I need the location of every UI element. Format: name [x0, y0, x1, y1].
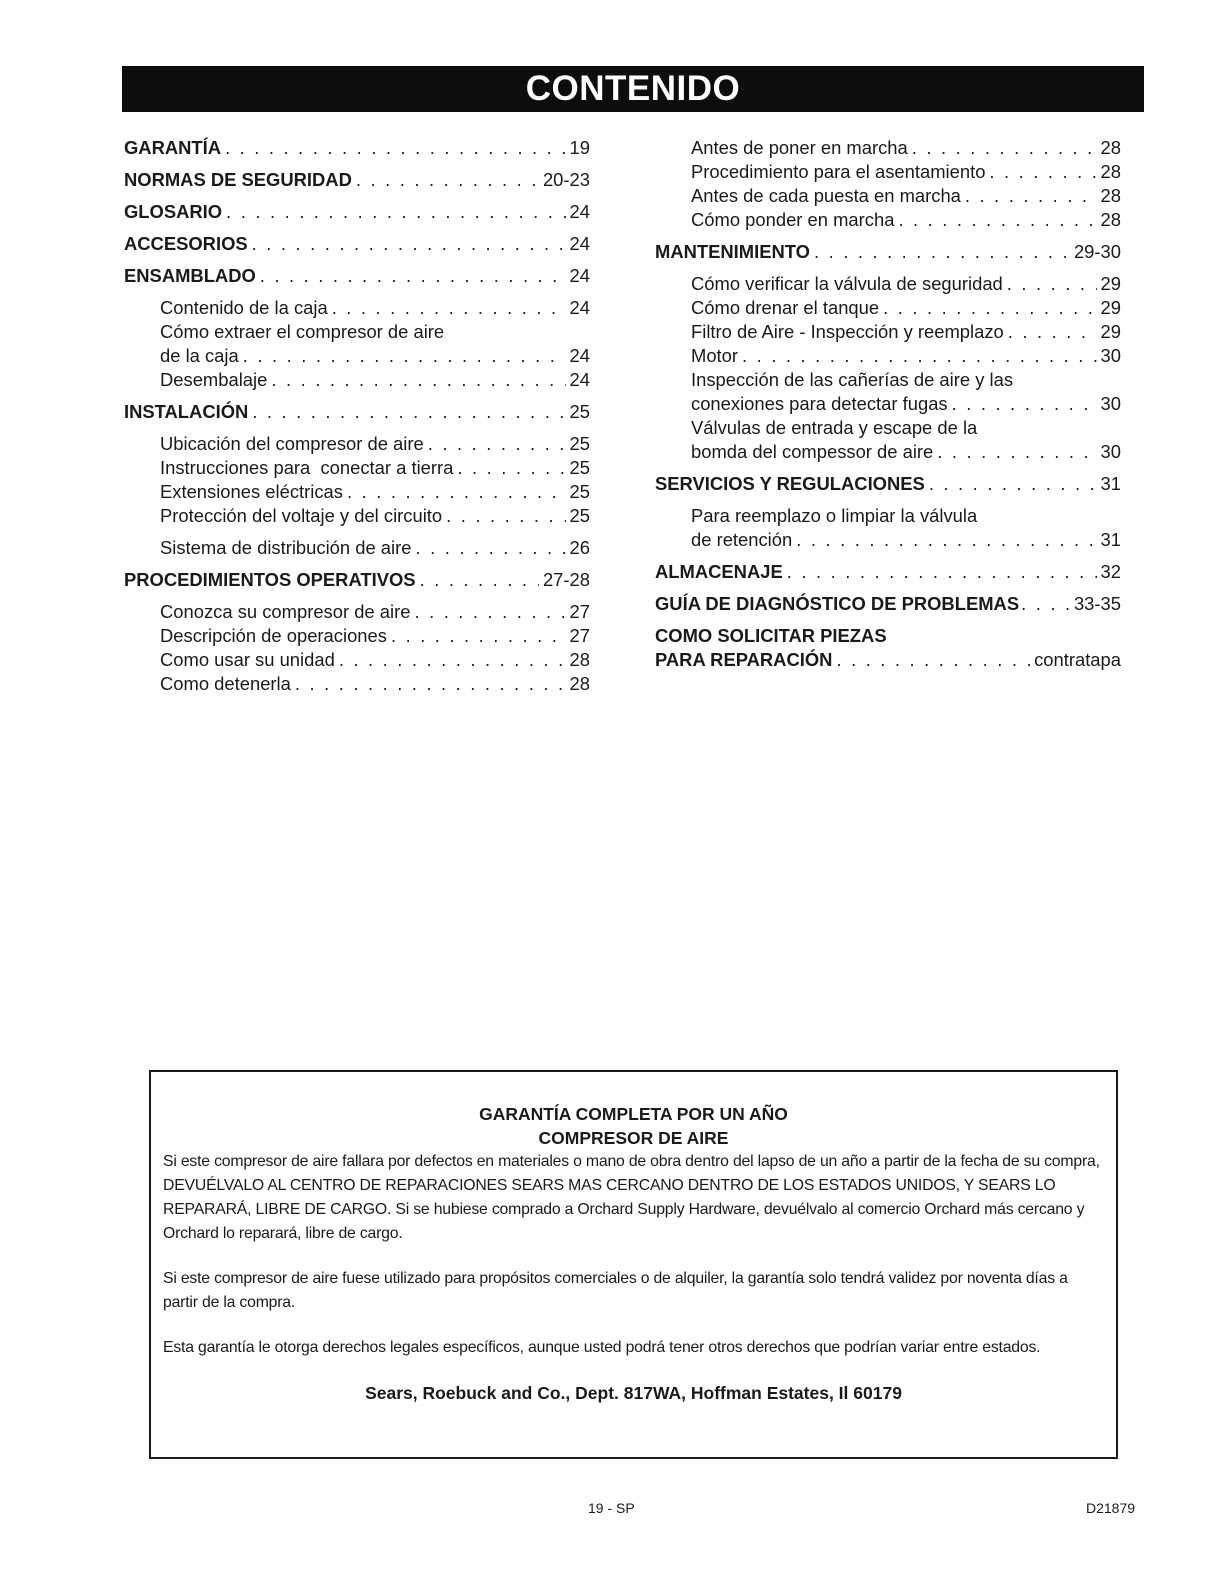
dot-leader	[295, 672, 566, 696]
toc-entry-valvula-seguridad[interactable]	[655, 272, 1121, 296]
dot-leader	[428, 432, 566, 456]
toc-page: 24	[569, 369, 590, 390]
dot-leader	[796, 528, 1096, 552]
toc-page: 25	[569, 401, 590, 422]
toc-entry-mantenimiento[interactable]	[655, 240, 1121, 264]
dot-leader	[243, 344, 566, 368]
toc-entry-ponder[interactable]	[655, 208, 1121, 232]
toc-page: 25	[569, 505, 590, 526]
toc-entry-glosario[interactable]	[124, 200, 590, 224]
toc-page: 29	[1100, 273, 1121, 294]
toc-page: 30	[1100, 441, 1121, 462]
toc-title: Antes de cada puesta en marcha	[691, 185, 961, 206]
toc-page: 28	[1100, 137, 1121, 158]
dot-leader	[836, 648, 1030, 672]
dot-leader	[414, 600, 565, 624]
dot-leader	[415, 536, 565, 560]
dot-leader	[898, 208, 1096, 232]
dot-leader	[339, 648, 566, 672]
toc-title: Procedimiento para el asentamiento	[691, 161, 986, 182]
warranty-paragraph-2: Si este compresor de aire fuese utilizado para propósitos comerciales o de alquiler, la garantía solo tendrá validez por noventa días a partir de la compra.	[163, 1270, 1068, 1311]
toc-page: 24	[569, 345, 590, 366]
toc-entry-servicios[interactable]	[655, 472, 1121, 496]
toc-title: Descripción de operaciones	[160, 625, 387, 646]
toc-title: Como detenerla	[160, 673, 291, 694]
toc-entry-ubicacion[interactable]	[124, 432, 590, 456]
toc-title: Filtro de Aire - Inspección y reemplazo	[691, 321, 1004, 342]
toc-entry-asentamiento[interactable]	[655, 160, 1121, 184]
toc-title: GLOSARIO	[124, 201, 223, 222]
toc-title: Ubicación del compresor de aire	[160, 433, 424, 454]
toc-entry-distribucion[interactable]	[124, 536, 590, 560]
dot-leader	[260, 264, 566, 288]
dot-leader	[912, 136, 1097, 160]
toc-title: Cómo drenar el tanque	[691, 297, 880, 318]
toc-entry-accesorios[interactable]	[124, 232, 590, 256]
toc-entry-detenerla[interactable]	[124, 672, 590, 696]
dot-leader	[883, 296, 1096, 320]
toc-page: 28	[569, 673, 590, 694]
toc-entry-desembalaje[interactable]	[124, 368, 590, 392]
toc-entry-piezas-line1[interactable]: COMO SOLICITAR PIEZAS	[655, 625, 887, 646]
toc-entry-antes-poner[interactable]	[655, 136, 1121, 160]
toc-page: 24	[569, 265, 590, 286]
toc-title: PARA REPARACIÓN	[655, 649, 833, 670]
toc-title: Extensiones eléctricas	[160, 481, 343, 502]
dot-leader	[814, 240, 1070, 264]
warranty-address: Sears, Roebuck and Co., Dept. 817WA, Hoffman Estates, Il 60179	[365, 1383, 902, 1403]
toc-title: Contenido de la caja	[160, 297, 328, 318]
toc-page: 19	[569, 137, 590, 158]
toc-entry-motor[interactable]	[655, 344, 1121, 368]
dot-leader	[332, 296, 566, 320]
dot-leader	[225, 136, 565, 160]
toc-title: MANTENIMIENTO	[655, 241, 810, 262]
toc-right-column	[655, 136, 1121, 672]
warranty-box	[149, 1070, 1118, 1459]
dot-leader	[937, 440, 1096, 464]
toc-entry-extraer-line1[interactable]: Cómo extraer el compresor de aire	[160, 321, 445, 342]
toc-title: de retención	[691, 529, 793, 550]
toc-page: 25	[569, 481, 590, 502]
toc-entry-valvulas-line2[interactable]	[655, 440, 1121, 464]
toc-page: 33-35	[1073, 593, 1121, 614]
toc-entry-extraer-line2[interactable]	[124, 344, 590, 368]
toc-page: 31	[1100, 529, 1121, 550]
toc-entry-retencion-line1[interactable]: Para reemplazo o limpiar la válvula	[691, 505, 978, 526]
toc-page: 29	[1100, 321, 1121, 342]
page-title: CONTENIDO	[525, 69, 741, 108]
toc-entry-cada-puesta[interactable]	[655, 184, 1121, 208]
toc-page: 25	[569, 457, 590, 478]
toc-page: 20-23	[542, 169, 590, 190]
toc-page: 29	[1100, 297, 1121, 318]
toc-entry-contenido-caja[interactable]	[124, 296, 590, 320]
page-number: 19 - SP	[588, 1500, 635, 1516]
dot-leader	[965, 184, 1097, 208]
dot-leader	[952, 392, 1097, 416]
toc-entry-garantia[interactable]	[124, 136, 590, 160]
toc-title: de la caja	[160, 345, 239, 366]
toc-title: Sistema de distribución de aire	[160, 537, 412, 558]
toc-title: Como usar su unidad	[160, 649, 335, 670]
toc-page: 28	[1100, 161, 1121, 182]
toc-entry-tierra[interactable]	[124, 456, 590, 480]
toc-page: 24	[569, 201, 590, 222]
toc-entry-diagnostico[interactable]	[655, 592, 1121, 616]
dot-leader	[347, 480, 566, 504]
toc-title: INSTALACIÓN	[124, 401, 249, 422]
toc-title: Protección del voltaje y del circuito	[160, 505, 443, 526]
dot-leader	[420, 568, 539, 592]
toc-entry-ensamblado[interactable]	[124, 264, 590, 288]
dot-leader	[457, 456, 565, 480]
toc-entry-usar[interactable]	[124, 648, 590, 672]
toc-entry-valvulas-line1[interactable]: Válvulas de entrada y escape de la	[691, 417, 978, 438]
toc-entry-extensiones[interactable]	[124, 480, 590, 504]
dot-leader	[1008, 320, 1097, 344]
dot-leader	[1021, 592, 1072, 616]
toc-title: PROCEDIMIENTOS OPERATIVOS	[124, 569, 416, 590]
toc-page: 30	[1100, 345, 1121, 366]
dot-leader	[929, 472, 1097, 496]
toc-page: 28	[569, 649, 590, 670]
dot-leader	[391, 624, 566, 648]
warranty-title-line2: COMPRESOR DE AIRE	[538, 1128, 729, 1148]
toc-title: ENSAMBLADO	[124, 265, 256, 286]
dot-leader	[356, 168, 539, 192]
toc-page: 27-28	[542, 569, 590, 590]
toc-title: Cómo ponder en marcha	[691, 209, 895, 230]
toc-title: Conozca su compresor de aire	[160, 601, 411, 622]
dot-leader	[252, 400, 565, 424]
toc-page: 30	[1100, 393, 1121, 414]
toc-entry-procedimientos[interactable]	[124, 568, 590, 592]
dot-leader	[252, 232, 566, 256]
warranty-title-line1: GARANTÍA COMPLETA POR UN AÑO	[479, 1104, 788, 1124]
toc-title: Motor	[691, 345, 739, 366]
dot-leader	[271, 368, 565, 392]
document-id: D21879	[1086, 1500, 1136, 1516]
toc-title: GARANTÍA	[124, 137, 222, 158]
dot-leader	[787, 560, 1097, 584]
warranty-paragraph-1: Si este compresor de aire fallara por defectos en materiales o mano de obra dentro del lapso de un año a partir de la fecha de su compra, DEVUÉLVALO AL CENTRO DE REPARACIONES SEARS MAS CERCANO DENTRO DE LOS ESTADOS UNIDOS, Y SEARS LO REPARARÁ, LIBRE DE CARGO. Si se hubiese comprado a Orchard Supply Hardware, devuélvalo al comercio Orchard más cercano y Orchard lo reparará, libre de cargo.	[163, 1153, 1100, 1242]
toc-page: 24	[569, 297, 590, 318]
toc-entry-canerias-line2[interactable]	[655, 392, 1121, 416]
toc-title: Desembalaje	[160, 369, 268, 390]
toc-title: SERVICIOS Y REGULACIONES	[655, 473, 925, 494]
toc-title: ACCESORIOS	[124, 233, 248, 254]
toc-title: NORMAS DE SEGURIDAD	[124, 169, 352, 190]
dot-leader	[226, 200, 565, 224]
toc-entry-almacenaje[interactable]	[655, 560, 1121, 584]
warranty-paragraph-3: Esta garantía le otorga derechos legales específicos, aunque usted podrá tener otros derechos que podrían variar entre estados.	[163, 1339, 1041, 1356]
toc-page: 28	[1100, 209, 1121, 230]
toc-title: ALMACENAJE	[655, 561, 783, 582]
toc-entry-instalacion[interactable]	[124, 400, 590, 424]
toc-entry-descripcion[interactable]	[124, 624, 590, 648]
contents-banner	[122, 66, 1144, 112]
toc-title: Cómo verificar la válvula de seguridad	[691, 273, 1003, 294]
toc-entry-proteccion[interactable]	[124, 504, 590, 528]
toc-page: 26	[569, 537, 590, 558]
toc-entry-filtro[interactable]	[655, 320, 1121, 344]
toc-entry-normas[interactable]	[124, 168, 590, 192]
dot-leader	[989, 160, 1096, 184]
toc-page: contratapa	[1034, 649, 1121, 670]
toc-title: Antes de poner en marcha	[691, 137, 908, 158]
dot-leader	[446, 504, 565, 528]
toc-title: GUÍA DE DIAGNÓSTICO DE PROBLEMAS	[655, 593, 1020, 614]
toc-entry-conozca[interactable]	[124, 600, 590, 624]
toc-page: 28	[1100, 185, 1121, 206]
toc-entry-drenar[interactable]	[655, 296, 1121, 320]
toc-entry-canerias-line1[interactable]: Inspección de las cañerías de aire y las	[691, 369, 1014, 390]
toc-left-column	[124, 136, 590, 696]
toc-page: 32	[1100, 561, 1121, 582]
toc-page: 24	[569, 233, 590, 254]
toc-page: 31	[1100, 473, 1121, 494]
toc-page: 25	[569, 433, 590, 454]
toc-page: 27	[569, 601, 590, 622]
dot-leader	[1007, 272, 1097, 296]
toc-title: Instrucciones para conectar a tierra	[160, 457, 454, 478]
toc-page: 27	[569, 625, 590, 646]
dot-leader	[742, 344, 1097, 368]
toc-entry-piezas-line2[interactable]	[655, 648, 1121, 672]
toc-page: 29-30	[1073, 241, 1121, 262]
toc-entry-retencion-line2[interactable]	[655, 528, 1121, 552]
toc-title: conexiones para detectar fugas	[691, 393, 948, 414]
toc-title: bomda del compessor de aire	[691, 441, 934, 462]
